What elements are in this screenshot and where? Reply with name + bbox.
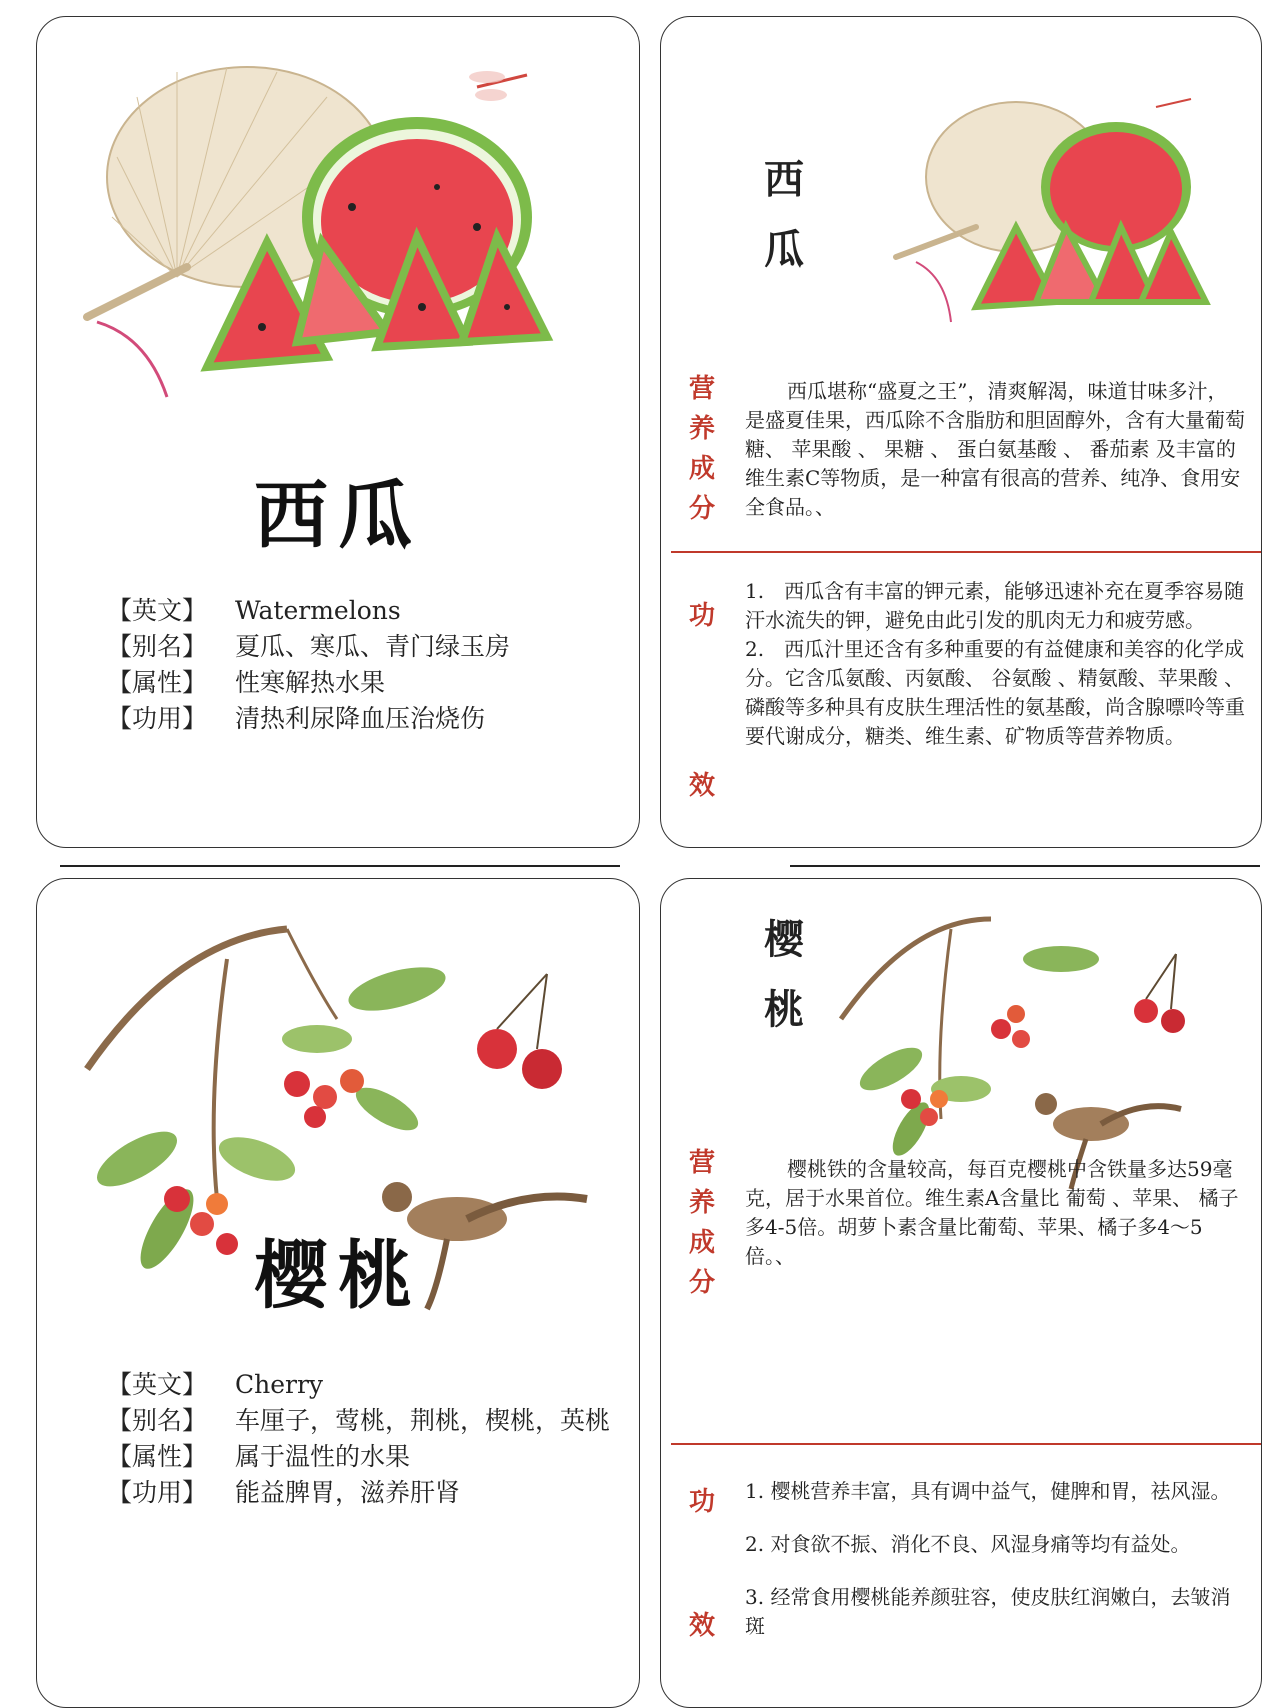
effect-item: 1. 樱桃营养丰富，具有调中益气，健脾和胃，祛风湿。 (745, 1479, 1231, 1503)
effect-item: 2. 对食欲不振、消化不良、风湿身痛等均有益处。 (745, 1532, 1191, 1556)
effect-item: 3. 经常食用樱桃能养颜驻容，使皮肤红润嫩白，去皱消斑 (745, 1585, 1231, 1638)
effect-label-bottom: 效 (688, 1611, 715, 1641)
info-value: Watermelons (235, 596, 401, 625)
section-divider (671, 551, 1261, 553)
watermelon-detail-card (660, 16, 1262, 848)
vertical-fruit-title: 樱桃 (764, 917, 804, 1033)
info-key: 【别名】 (107, 1406, 208, 1435)
info-row-english (107, 593, 510, 629)
info-value: 夏瓜、寒瓜、青门绿玉房 (235, 632, 511, 661)
fruit-info-list (107, 593, 510, 737)
info-row-function (107, 701, 510, 737)
info-row-property (107, 665, 510, 701)
info-key: 【英文】 (107, 596, 208, 625)
effects-list (745, 577, 1245, 751)
info-key: 【别名】 (107, 632, 208, 661)
cherry-detail-card (660, 878, 1262, 1708)
info-key: 【功用】 (107, 1478, 208, 1507)
effect-label-bottom: 效 (688, 771, 715, 801)
cherry-front-card (36, 878, 640, 1708)
effect-label-top: 功 (688, 601, 715, 631)
nutrition-text: 樱桃铁的含量较高，每百克樱桃中含铁量多达59毫克，居于水果首位。维生素A含量比 葡萄 、苹果、 橘子 多4-5倍。胡萝卜素含量比葡萄、苹果、橘子多4～5倍。、 (745, 1157, 1239, 1268)
fruit-title: 樱桃 (254, 1233, 422, 1319)
cherry-small-illustration (821, 899, 1241, 1199)
info-value: 能益脾胃，滋养肝肾 (235, 1478, 461, 1507)
info-row-english (107, 1367, 610, 1403)
info-value: 属于温性的水果 (235, 1442, 411, 1471)
info-value: 性寒解热水果 (235, 668, 386, 697)
effect-label-top: 功 (688, 1487, 715, 1517)
info-value: 清热利尿降血压治烧伤 (235, 704, 486, 733)
effect-item: 1. 西瓜含有丰富的钾元素，能够迅速补充在夏季容易随汗水流失的钾，避免由此引发的肌肉无力和疲劳感。 (745, 579, 1245, 632)
nutrition-label: 营养成分 (688, 374, 715, 524)
watermelon-front-card (36, 16, 640, 848)
effect-item: 2. 西瓜汁里还含有多种重要的有益健康和美容的化学成分。它含瓜氨酸、丙氨酸、 谷氨酸 、精氨酸、苹果酸 、磷酸等多种具有皮肤生理活性的氨基酸，尚含腺嘌呤等重要代谢成分，糖类、维生素、矿物质等营养物质。 (745, 637, 1245, 748)
info-key: 【属性】 (107, 668, 208, 697)
divider-line (60, 865, 620, 867)
info-row-property (107, 1439, 610, 1475)
watermelon-fan-illustration (57, 37, 617, 437)
info-row-alias (107, 629, 510, 665)
info-key: 【属性】 (107, 1442, 208, 1471)
info-row-function (107, 1475, 610, 1511)
nutrition-label: 营养成分 (688, 1148, 715, 1298)
nutrition-text: 西瓜堪称“盛夏之王”，清爽解渴，味道甘味多汁，是盛夏佳果，西瓜除不含脂肪和胆固醇外，含有大量葡萄糖、 苹果酸 、 果糖 、 蛋白氨基酸 、 番茄素 及丰富的维生素C等物质，是一种富有很高的营养、纯净、食用安全食品。、 (745, 379, 1245, 519)
effects-list (745, 1477, 1245, 1641)
info-value: 车厘子，莺桃，荆桃，楔桃，英桃 (235, 1406, 611, 1435)
info-row-alias (107, 1403, 610, 1439)
info-key: 【英文】 (107, 1370, 208, 1399)
divider-line (790, 865, 1260, 867)
fruit-info-list (107, 1367, 610, 1511)
section-divider (671, 1443, 1261, 1445)
vertical-fruit-title: 西瓜 (764, 157, 804, 273)
info-value: Cherry (235, 1370, 324, 1399)
watermelon-small-illustration (886, 77, 1246, 337)
info-key: 【功用】 (107, 704, 208, 733)
fruit-title: 西瓜 (254, 473, 422, 559)
